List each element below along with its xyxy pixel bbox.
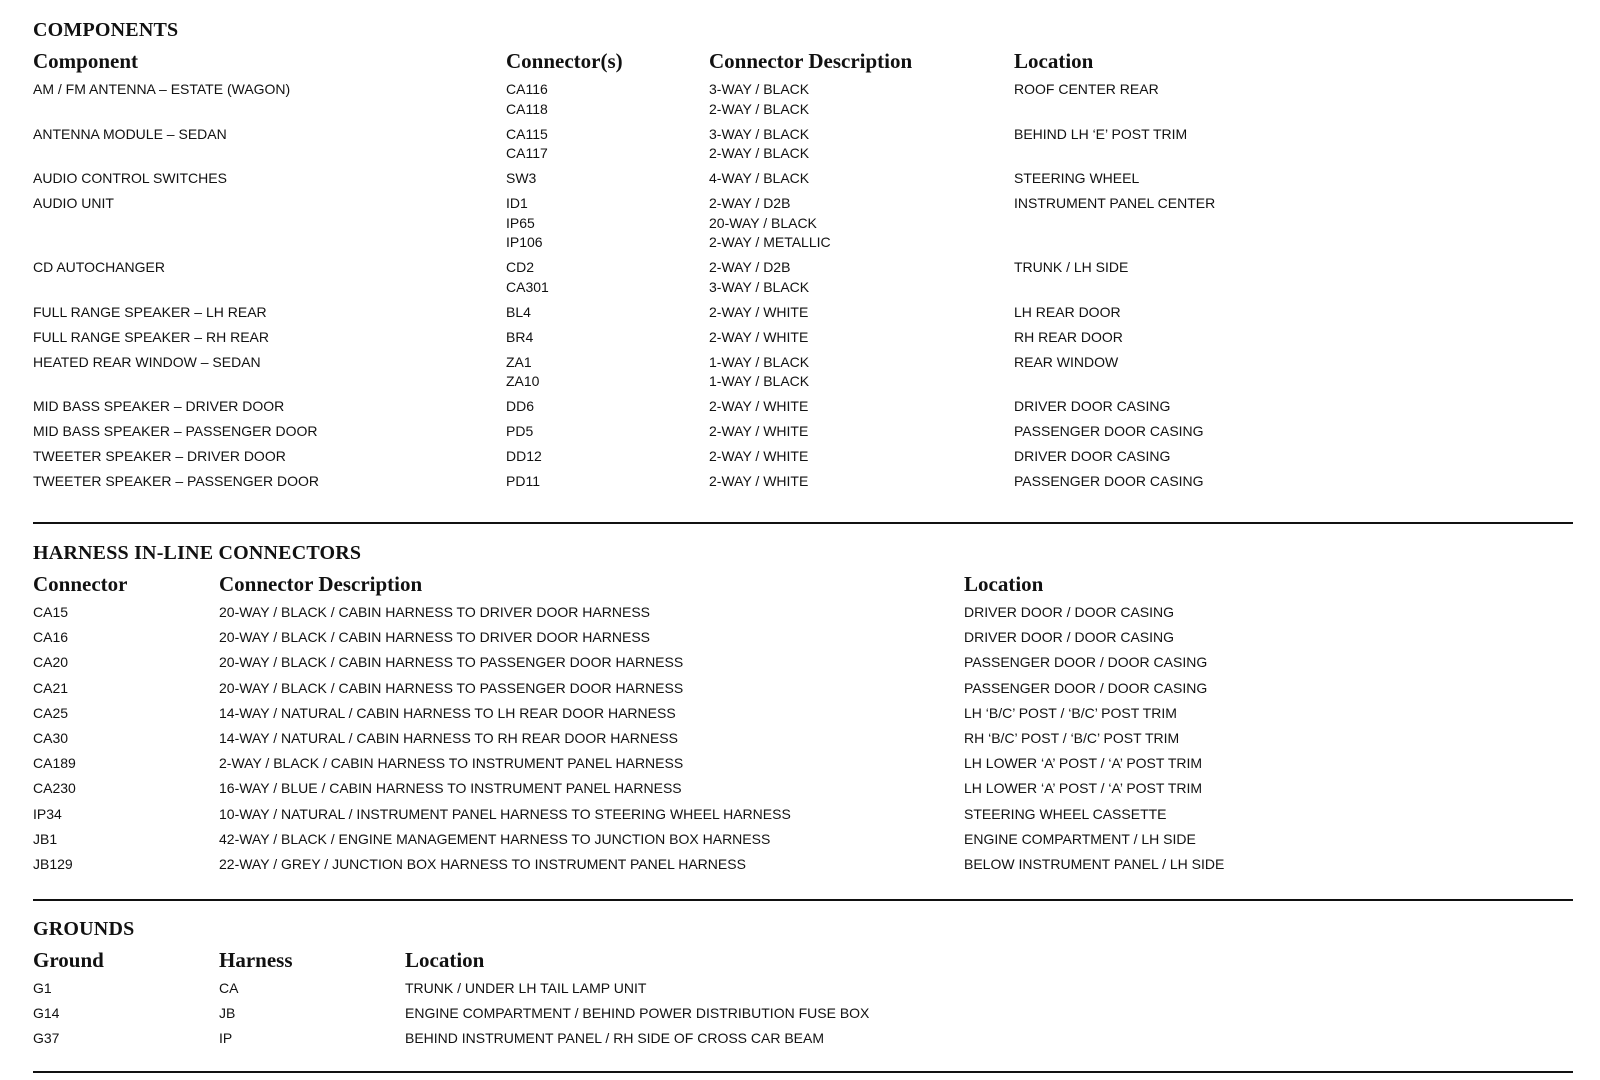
connector-descriptions-line: 2-WAY / WHITE	[709, 473, 809, 489]
component-location-line: DRIVER DOOR CASING	[1014, 398, 1171, 414]
connector-location	[964, 779, 1202, 799]
component-name	[33, 194, 114, 214]
component-location	[1014, 397, 1170, 417]
connector-descriptions-line: 2-WAY / BLACK	[709, 145, 810, 161]
component-location-line: BEHIND LH ‘E’ POST TRIM	[1014, 125, 1188, 142]
connector-descriptions	[709, 422, 808, 442]
header-harness: Harness	[219, 948, 293, 972]
grounds-header-row	[33, 945, 1573, 979]
ground-harness-line: JB	[219, 1005, 236, 1022]
component-location-line: RH REAR DOOR	[1014, 328, 1123, 345]
connector-id	[33, 754, 76, 774]
connector-id	[33, 779, 76, 799]
table-row	[33, 353, 1573, 398]
connector-id-line: IP34	[33, 805, 62, 822]
connector-location-line: LH ‘B/C’ POST / ‘B/C’ POST TRIM	[964, 704, 1177, 721]
table-row	[33, 830, 1573, 855]
table-row	[33, 704, 1573, 729]
connector-location-line: DRIVER DOOR / DOOR CASING	[964, 604, 1175, 620]
connector-ids-line: ID1	[506, 195, 528, 211]
component-name	[33, 80, 290, 100]
component-name-line: FULL RANGE SPEAKER – LH REAR	[33, 303, 267, 320]
header-connector-description: Connector Description	[709, 49, 913, 73]
connector-ids	[506, 303, 531, 323]
header-component: Component	[33, 49, 139, 73]
component-name-line: AUDIO UNIT	[33, 195, 114, 211]
connector-ids-line: BR4	[506, 328, 534, 345]
ground-id	[33, 1004, 59, 1024]
connector-location	[964, 754, 1202, 774]
table-row	[33, 125, 1573, 170]
connector-description	[219, 628, 650, 648]
component-name	[33, 447, 286, 467]
connector-id	[33, 729, 68, 749]
grounds-table-body	[33, 979, 1573, 1055]
connector-id-line: CA20	[33, 654, 69, 671]
header-location: Location	[964, 572, 1044, 596]
table-row	[33, 328, 1573, 353]
table-row	[33, 754, 1573, 779]
connector-description	[219, 830, 770, 850]
connector-location	[964, 603, 1174, 623]
connector-location-line: STEERING WHEEL CASSETTE	[964, 805, 1167, 822]
ground-harness	[219, 979, 238, 999]
connector-location	[964, 704, 1177, 724]
connector-descriptions	[709, 472, 808, 492]
connector-id-line: JB129	[33, 855, 73, 872]
connector-id-line: CA15	[33, 604, 69, 620]
connector-ids-line: ZA10	[506, 373, 540, 389]
connector-ids	[506, 194, 543, 253]
connector-ids-line: CA116	[506, 81, 548, 97]
grounds-title: GROUNDS	[33, 918, 135, 940]
connector-description-line: 20-WAY / BLACK / CABIN HARNESS TO PASSENGER DOOR HARNESS	[219, 654, 684, 671]
inline-connectors-title: HARNESS IN-LINE CONNECTORS	[33, 542, 362, 564]
connector-description-line: 22-WAY / GREY / JUNCTION BOX HARNESS TO INSTRUMENT PANEL HARNESS	[219, 855, 746, 872]
component-location-line: INSTRUMENT PANEL CENTER	[1014, 195, 1216, 211]
component-location	[1014, 125, 1187, 145]
table-row	[33, 779, 1573, 804]
ground-location	[405, 979, 646, 999]
component-location	[1014, 169, 1139, 189]
connector-location-line: ENGINE COMPARTMENT / LH SIDE	[964, 830, 1196, 847]
connector-description	[219, 779, 682, 799]
connector-ids	[506, 472, 540, 492]
ground-location	[405, 1029, 824, 1049]
component-name-line: AM / FM ANTENNA – ESTATE (WAGON)	[33, 81, 291, 97]
grounds-section	[33, 915, 1573, 1055]
component-location-line: PASSENGER DOOR CASING	[1014, 473, 1204, 489]
connector-descriptions	[709, 397, 808, 417]
connector-ids	[506, 258, 549, 297]
connector-ids-line: ZA1	[506, 353, 532, 370]
connector-descriptions-line: 2-WAY / BLACK	[709, 100, 810, 117]
connector-ids-line: CA117	[506, 145, 548, 161]
connector-descriptions-line: 2-WAY / WHITE	[709, 328, 809, 345]
connector-location	[964, 679, 1207, 699]
connector-location	[964, 628, 1174, 648]
component-name	[33, 169, 227, 189]
component-name-line: MID BASS SPEAKER – DRIVER DOOR	[33, 398, 285, 414]
connector-description-line: 42-WAY / BLACK / ENGINE MANAGEMENT HARNESS TO JUNCTION BOX HARNESS	[219, 830, 771, 847]
connector-description	[219, 603, 650, 623]
connector-id-line: CA16	[33, 629, 69, 646]
header-location: Location	[1014, 49, 1094, 73]
connector-location-line: PASSENGER DOOR / DOOR CASING	[964, 654, 1208, 671]
header-connectors: Connector(s)	[506, 49, 623, 73]
component-name	[33, 328, 269, 348]
components-header-row	[33, 46, 1573, 80]
connector-ids-line: CD2	[506, 259, 535, 275]
connector-ids-line: PD5	[506, 423, 534, 439]
connector-descriptions-line: 4-WAY / BLACK	[709, 170, 810, 186]
connector-ids	[506, 353, 539, 392]
ground-location-line: TRUNK / UNDER LH TAIL LAMP UNIT	[405, 980, 647, 996]
ground-location	[405, 1004, 869, 1024]
connector-ids	[506, 169, 536, 189]
connector-description	[219, 653, 683, 673]
connector-descriptions-line: 1-WAY / BLACK	[709, 353, 810, 370]
connector-id	[33, 704, 68, 724]
connector-ids	[506, 125, 548, 164]
connector-descriptions	[709, 447, 808, 467]
connector-ids	[506, 397, 534, 417]
connector-descriptions-line: 2-WAY / WHITE	[709, 423, 809, 439]
ground-id	[33, 1029, 59, 1049]
inline-header-row	[33, 569, 1573, 603]
header-ground: Ground	[33, 948, 104, 972]
connector-id	[33, 855, 73, 875]
connector-location	[964, 830, 1196, 850]
connector-description-line: 20-WAY / BLACK / CABIN HARNESS TO DRIVER DOOR HARNESS	[219, 604, 650, 620]
table-row	[33, 679, 1573, 704]
connector-descriptions	[709, 303, 808, 323]
connector-description-line: 20-WAY / BLACK / CABIN HARNESS TO PASSENGER DOOR HARNESS	[219, 679, 684, 696]
components-title: COMPONENTS	[33, 19, 179, 41]
connector-location-line: LH LOWER ‘A’ POST / ‘A’ POST TRIM	[964, 755, 1203, 772]
table-row	[33, 979, 1573, 1004]
component-location	[1014, 328, 1123, 348]
component-name-line: AUDIO CONTROL SWITCHES	[33, 170, 227, 186]
component-location	[1014, 353, 1118, 373]
header-connector-description: Connector Description	[219, 572, 423, 596]
connector-location	[964, 653, 1207, 673]
connector-ids-line: CA301	[506, 278, 549, 295]
ground-id-line: G1	[33, 980, 52, 996]
connector-descriptions-line: 2-WAY / WHITE	[709, 448, 809, 464]
ground-id-line: G37	[33, 1030, 60, 1047]
connector-descriptions	[709, 169, 809, 189]
component-name	[33, 303, 267, 323]
connector-descriptions	[709, 194, 831, 253]
connector-location-line: PASSENGER DOOR / DOOR CASING	[964, 679, 1208, 696]
connector-descriptions-line: 2-WAY / METALLIC	[709, 234, 831, 250]
connector-description-line: 2-WAY / BLACK / CABIN HARNESS TO INSTRUMENT PANEL HARNESS	[219, 755, 684, 772]
connector-description	[219, 855, 746, 875]
component-name	[33, 397, 284, 417]
connector-description-line: 14-WAY / NATURAL / CABIN HARNESS TO RH REAR DOOR HARNESS	[219, 729, 678, 746]
component-location-line: LH REAR DOOR	[1014, 303, 1121, 320]
table-row	[33, 855, 1573, 880]
connector-location-line: BELOW INSTRUMENT PANEL / LH SIDE	[964, 855, 1225, 872]
component-name-line: FULL RANGE SPEAKER – RH REAR	[33, 328, 269, 345]
table-row	[33, 194, 1573, 258]
section-divider	[33, 1071, 1573, 1073]
component-name	[33, 125, 227, 145]
connector-ids	[506, 80, 548, 119]
table-row	[33, 397, 1573, 422]
table-row	[33, 653, 1573, 678]
connector-ids-line: BL4	[506, 303, 531, 320]
component-location	[1014, 422, 1204, 442]
connector-description	[219, 805, 791, 825]
ground-harness-line: IP	[219, 1030, 233, 1047]
table-row	[33, 1029, 1573, 1054]
connector-descriptions-line: 20-WAY / BLACK	[709, 214, 817, 231]
connector-location-line: DRIVER DOOR / DOOR CASING	[964, 629, 1175, 646]
connector-ids-line: PD11	[506, 473, 540, 489]
component-location-line: STEERING WHEEL	[1014, 170, 1140, 186]
connector-descriptions-line: 3-WAY / BLACK	[709, 81, 810, 97]
connector-id-line: CA30	[33, 729, 69, 746]
component-name-line: CD AUTOCHANGER	[33, 259, 165, 275]
table-row	[33, 1004, 1573, 1029]
connector-ids-line: DD6	[506, 398, 535, 414]
table-row	[33, 628, 1573, 653]
connector-id	[33, 805, 62, 825]
connector-location	[964, 729, 1179, 749]
component-name	[33, 258, 165, 278]
component-name-line: TWEETER SPEAKER – PASSENGER DOOR	[33, 473, 320, 489]
connector-id	[33, 830, 57, 850]
ground-harness	[219, 1004, 235, 1024]
component-name-line: HEATED REAR WINDOW – SEDAN	[33, 353, 261, 370]
section-divider	[33, 899, 1573, 901]
table-row	[33, 169, 1573, 194]
ground-id-line: G14	[33, 1005, 60, 1022]
connector-descriptions-line: 3-WAY / BLACK	[709, 125, 810, 142]
component-name	[33, 422, 317, 442]
connector-id-line: JB1	[33, 830, 58, 847]
table-row	[33, 303, 1573, 328]
connector-ids	[506, 422, 533, 442]
connector-descriptions-line: 3-WAY / BLACK	[709, 278, 810, 295]
connector-description	[219, 754, 683, 774]
ground-harness	[219, 1029, 232, 1049]
ground-harness-line: CA	[219, 980, 239, 996]
connector-descriptions	[709, 258, 809, 297]
connector-id-line: CA230	[33, 780, 76, 797]
connector-descriptions	[709, 80, 809, 119]
connector-location-line: LH LOWER ‘A’ POST / ‘A’ POST TRIM	[964, 780, 1203, 797]
connector-ids-line: IP65	[506, 214, 535, 231]
section-divider	[33, 522, 1573, 524]
ground-location-line: ENGINE COMPARTMENT / BEHIND POWER DISTRIBUTION FUSE BOX	[405, 1005, 870, 1022]
component-location	[1014, 80, 1159, 100]
connector-ids-line: IP106	[506, 234, 543, 250]
component-location	[1014, 258, 1128, 278]
component-location-line: DRIVER DOOR CASING	[1014, 448, 1171, 464]
connector-ids-line: CA115	[506, 125, 548, 142]
connector-descriptions-line: 1-WAY / BLACK	[709, 373, 810, 389]
connector-ids-line: CA118	[506, 100, 548, 117]
component-name-line: TWEETER SPEAKER – DRIVER DOOR	[33, 448, 286, 464]
table-row	[33, 258, 1573, 303]
table-row	[33, 447, 1573, 472]
connector-ids-line: DD12	[506, 448, 542, 464]
connector-descriptions	[709, 125, 809, 164]
connector-id	[33, 679, 68, 699]
connector-id	[33, 628, 68, 648]
component-location	[1014, 447, 1170, 467]
table-row	[33, 729, 1573, 754]
table-row	[33, 80, 1573, 125]
connector-description-line: 10-WAY / NATURAL / INSTRUMENT PANEL HARNESS TO STEERING WHEEL HARNESS	[219, 805, 791, 822]
connector-description	[219, 729, 678, 749]
table-row	[33, 422, 1573, 447]
connector-ids	[506, 447, 542, 467]
connector-id	[33, 603, 68, 623]
table-row	[33, 472, 1573, 497]
connector-id-line: CA25	[33, 704, 69, 721]
component-name-line: MID BASS SPEAKER – PASSENGER DOOR	[33, 423, 318, 439]
connector-descriptions-line: 2-WAY / D2B	[709, 195, 791, 211]
connector-descriptions	[709, 353, 809, 392]
component-location	[1014, 194, 1215, 214]
inline-connectors-section	[33, 539, 1573, 880]
connector-location	[964, 855, 1224, 875]
component-name	[33, 472, 319, 492]
connector-id	[33, 653, 68, 673]
table-row	[33, 805, 1573, 830]
component-location-line: REAR WINDOW	[1014, 353, 1119, 370]
connector-descriptions	[709, 328, 808, 348]
connector-ids	[506, 328, 533, 348]
ground-id	[33, 979, 52, 999]
component-name	[33, 353, 261, 373]
connector-descriptions-line: 2-WAY / WHITE	[709, 303, 809, 320]
table-row	[33, 603, 1573, 628]
header-connector: Connector	[33, 572, 128, 596]
components-section	[33, 16, 1573, 497]
connector-id-line: CA21	[33, 679, 69, 696]
connector-description-line: 20-WAY / BLACK / CABIN HARNESS TO DRIVER DOOR HARNESS	[219, 629, 650, 646]
header-location: Location	[405, 948, 485, 972]
component-location	[1014, 303, 1121, 323]
connector-description-line: 16-WAY / BLUE / CABIN HARNESS TO INSTRUMENT PANEL HARNESS	[219, 780, 682, 797]
components-table-body	[33, 80, 1573, 497]
component-location	[1014, 472, 1204, 492]
connector-description-line: 14-WAY / NATURAL / CABIN HARNESS TO LH REAR DOOR HARNESS	[219, 704, 676, 721]
connector-descriptions-line: 2-WAY / WHITE	[709, 398, 809, 414]
connector-descriptions-line: 2-WAY / D2B	[709, 259, 791, 275]
connector-description	[219, 679, 683, 699]
connector-description	[219, 704, 676, 724]
ground-location-line: BEHIND INSTRUMENT PANEL / RH SIDE OF CROSS CAR BEAM	[405, 1030, 825, 1047]
component-name-line: ANTENNA MODULE – SEDAN	[33, 125, 227, 142]
component-location-line: ROOF CENTER REAR	[1014, 81, 1159, 97]
connector-location-line: RH ‘B/C’ POST / ‘B/C’ POST TRIM	[964, 729, 1180, 746]
component-location-line: PASSENGER DOOR CASING	[1014, 423, 1204, 439]
connector-location	[964, 805, 1167, 825]
inline-table-body	[33, 603, 1573, 880]
connector-ids-line: SW3	[506, 170, 537, 186]
connector-id-line: CA189	[33, 755, 76, 772]
component-location-line: TRUNK / LH SIDE	[1014, 259, 1129, 275]
